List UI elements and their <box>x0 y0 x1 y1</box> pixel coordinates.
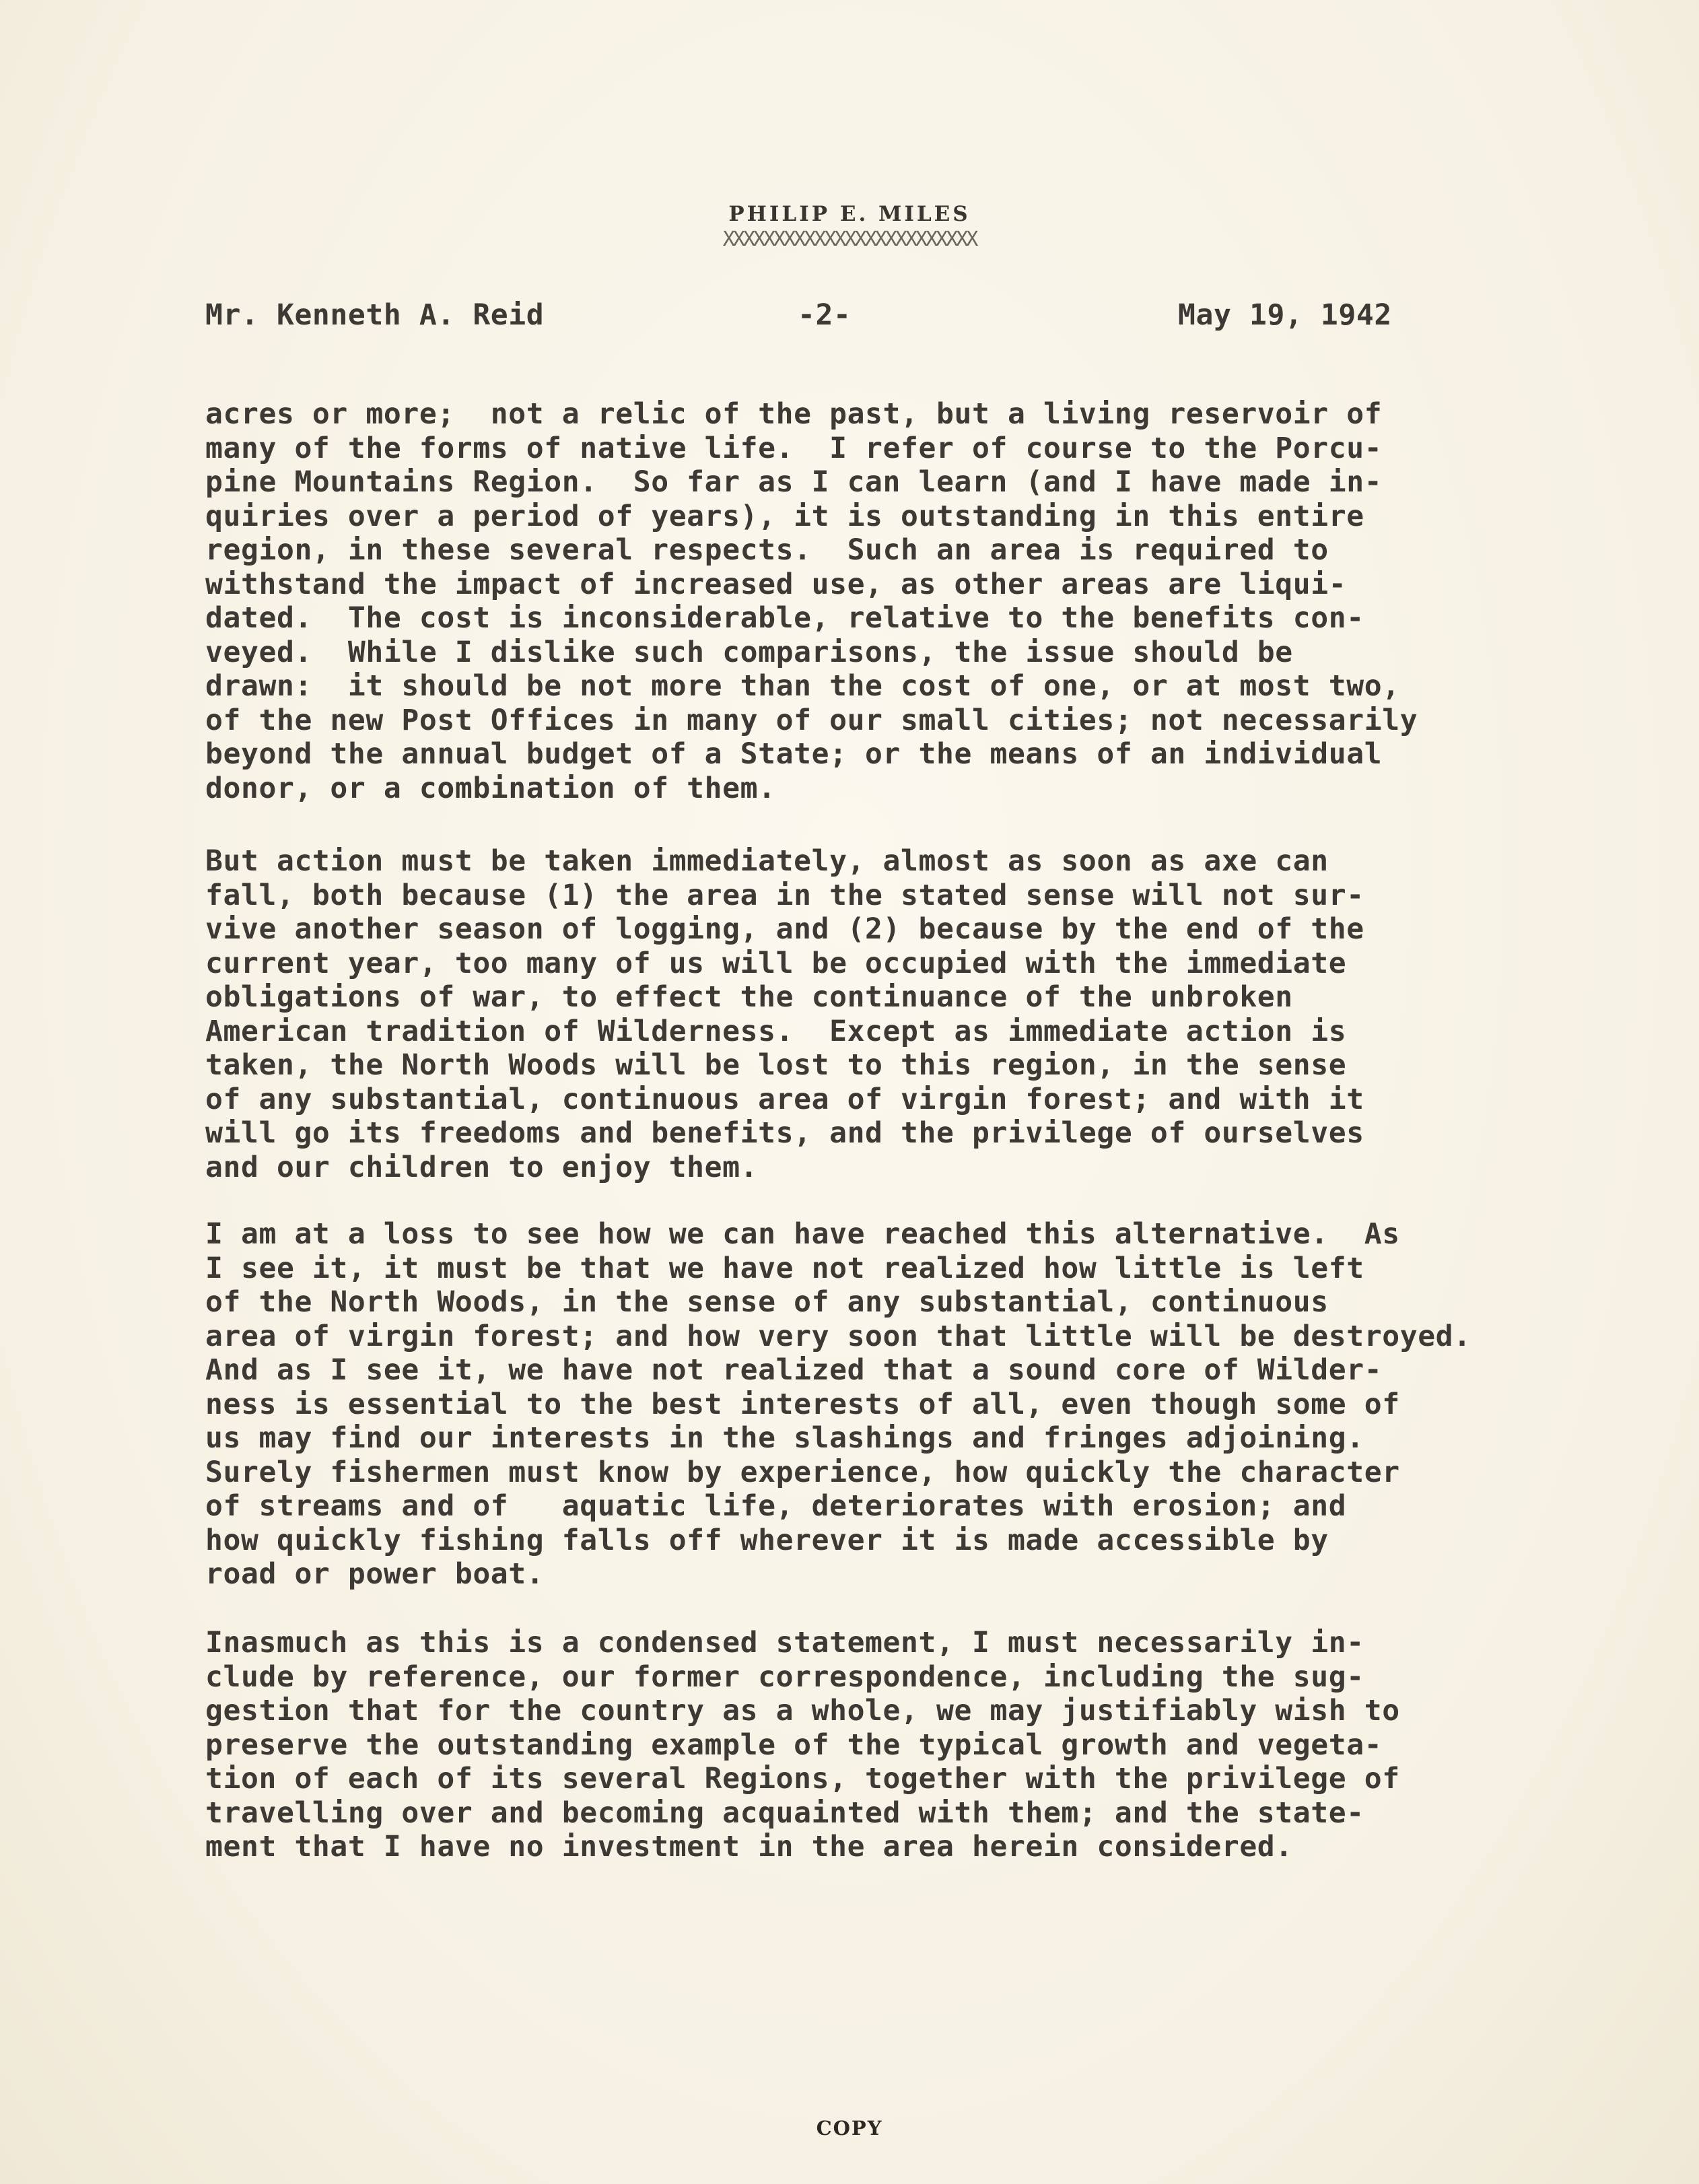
paragraph-line: of streams and of aquatic life, deteriorates with erosion; and <box>205 1489 1347 1523</box>
paragraph-line: clude by reference, our former correspondence, including the sug- <box>205 1660 1364 1694</box>
paragraph-line: area of virgin forest; and how very soon that little will be destroyed. <box>205 1319 1471 1353</box>
paragraph-line: beyond the annual budget of a State; or the means of an individual <box>205 737 1383 771</box>
page-number: -2- <box>798 298 852 332</box>
paragraph-line: Surely fishermen must know by experience, how quickly the character <box>205 1455 1400 1489</box>
addressee: Mr. Kenneth A. Reid <box>205 298 545 332</box>
paragraph-line: gestion that for the country as a whole, we may justifiably wish to <box>205 1694 1400 1728</box>
paragraph-line: I see it, it must be that we have not realized how little is left <box>205 1251 1364 1285</box>
paragraph-line: many of the forms of native life. I refer of course to the Porcu- <box>205 431 1383 465</box>
paragraph-line: withstand the impact of increased use, as other areas are liqui- <box>205 567 1347 601</box>
paragraph-line: vive another season of logging, and (2) because by the end of the <box>205 912 1364 946</box>
paragraph-line: taken, the North Woods will be lost to this region, in the sense <box>205 1048 1347 1082</box>
paragraph-1 <box>205 397 1418 805</box>
letter-date: May 19, 1942 <box>1178 298 1392 332</box>
paragraph-line: dated. The cost is inconsiderable, relative to the benefits con- <box>205 601 1364 635</box>
paragraph-line: And as I see it, we have not realized that a sound core of Wilder- <box>205 1353 1383 1387</box>
paragraph-line: preserve the outstanding example of the typical growth and vegeta- <box>205 1728 1383 1762</box>
paragraph-line: of the new Post Offices in many of our small cities; not necessarily <box>205 703 1418 737</box>
paragraph-line: quiries over a period of years), it is outstanding in this entire <box>205 499 1364 533</box>
paragraph-line: fall, both because (1) the area in the stated sense will not sur- <box>205 878 1364 912</box>
paragraph-line: ness is essential to the best interests of all, even though some of <box>205 1387 1400 1421</box>
paragraph-line: I am at a loss to see how we can have reached this alternative. As <box>205 1217 1400 1251</box>
paragraph-line: will go its freedoms and benefits, and the privilege of ourselves <box>205 1116 1364 1150</box>
paragraph-line: region, in these several respects. Such an area is required to <box>205 533 1329 567</box>
paragraph-line: But action must be taken immediately, almost as soon as axe can <box>205 844 1329 878</box>
paragraph-line: drawn: it should be not more than the cost of one, or at most two, <box>205 669 1400 703</box>
paragraph-line: and our children to enjoy them. <box>205 1150 759 1184</box>
paragraph-4 <box>205 1626 1400 1864</box>
paragraph-line: pine Mountains Region. So far as I can learn (and I have made in- <box>205 465 1383 499</box>
paragraph-line: current year, too many of us will be occupied with the immediate <box>205 946 1347 980</box>
paragraph-line: American tradition of Wilderness. Except as immediate action is <box>205 1014 1347 1048</box>
paragraph-3 <box>205 1217 1471 1592</box>
letterhead-strikeout: XXXXXXXXXXXXXXXXXXXXXXXXX <box>722 228 977 251</box>
paragraph-line: road or power boat. <box>205 1557 545 1591</box>
paragraph-line: donor, or a combination of them. <box>205 771 776 805</box>
paragraph-line: tion of each of its several Regions, together with the privilege of <box>205 1762 1400 1796</box>
paragraph-line: obligations of war, to effect the continuance of the unbroken <box>205 980 1293 1014</box>
paragraph-line: ment that I have no investment in the area herein considered. <box>205 1830 1293 1864</box>
copy-stamp: COPY <box>816 2117 883 2140</box>
paragraph-line: travelling over and becoming acquainted with them; and the state- <box>205 1796 1364 1830</box>
paragraph-line: us may find our interests in the slashings and fringes adjoining. <box>205 1421 1364 1455</box>
paragraph-line: veyed. While I dislike such comparisons, the issue should be <box>205 635 1293 669</box>
paragraph-line: acres or more; not a relic of the past, but a living reservoir of <box>205 397 1383 431</box>
letterhead-name: PHILIP E. MILES <box>728 202 971 226</box>
paragraph-line: of the North Woods, in the sense of any substantial, continuous <box>205 1285 1329 1319</box>
paragraph-line: of any substantial, continuous area of virgin forest; and with it <box>205 1082 1364 1116</box>
paragraph-line: how quickly fishing falls off wherever it is made accessible by <box>205 1523 1329 1557</box>
paragraph-line: Inasmuch as this is a condensed statement, I must necessarily in- <box>205 1626 1364 1660</box>
paragraph-2 <box>205 844 1364 1184</box>
